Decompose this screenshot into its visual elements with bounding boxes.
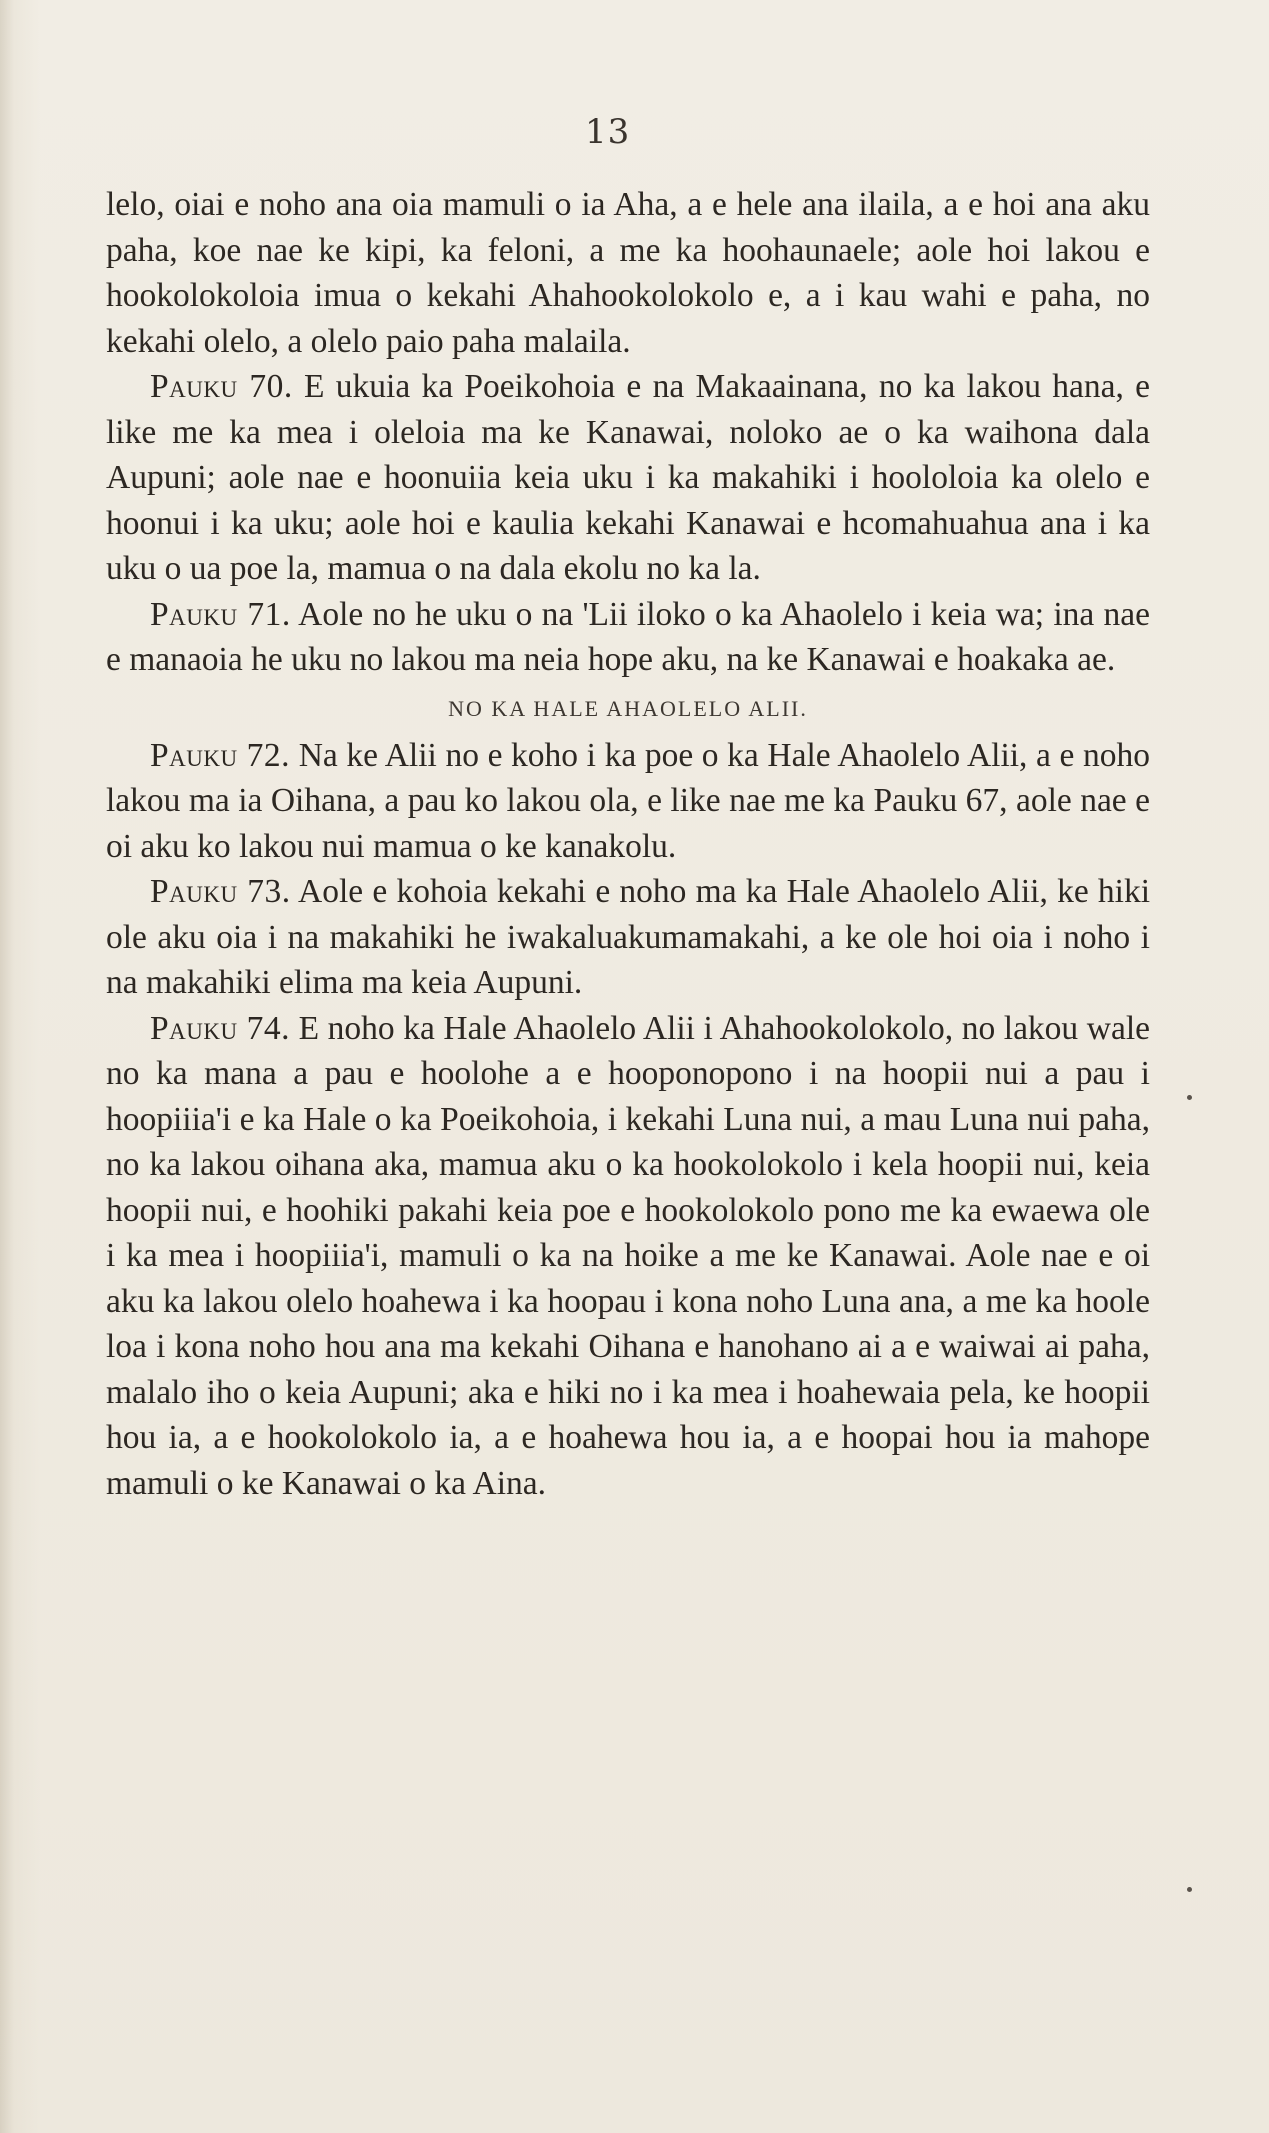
paragraph-pauku-70 — [106, 364, 1150, 592]
paragraph-text: E noho ka Hale Ahaolelo Alii i Ahahookolokolo, no lakou wale no ka mana a pau e hoolohe a e hooponopono i na hoopii nui a pau i hoopiiia'i e ka Hale o ka Poeikohoia, i kekahi Luna nui, a mau Luna nui paha, no ka lakou oihana aka, mamua aku o ka hookolokolo i kela hoopii nui, keia hoopii nui, e hoohiki pakahi keia poe e hookolokolo pono me ka ewaewa ole i ka mea i hoopiiia'i, mamuli o ka na hoike a me ke Kanawai. Aole nae e oi aku ka lakou olelo hoahewa i ka hoopau i kona noho Luna ana, a me ka hoole loa i kona noho hou ana ma kekahi Oihana e hanohano ai a e waiwai ai paha, malalo iho o keia Aupuni; aka e hiki no i ka mea i hoahewaia pela, ke hoopii hou ia, a e hookolokolo ia, a e hoahewa hou ia, a e hoopai hou ia mahope mamuli o ke Kanawai o ka Aina. — [106, 1009, 1150, 1502]
paragraph-pauku-74 — [106, 1006, 1150, 1507]
section-label: Pauku 74. — [150, 1009, 291, 1047]
paragraph-text: Aole e kohoia kekahi e noho ma ka Hale Ahaolelo Alii, ke hiki ole aku oia i na makahiki he iwakaluakumamakahi, a ke ole hoi oia i noho i na makahiki elima ma keia Aupuni. — [106, 873, 1151, 1001]
page-number: 13 — [585, 112, 631, 152]
print-speck — [1187, 1887, 1192, 1892]
paragraph-pauku-71 — [106, 592, 1150, 683]
paragraph-text: Aole no he uku o na 'Lii iloko o ka Ahaolelo i keia wa; ina nae e manaoia he uku no lakou ma neia hope aku, na ke Kanawai e hoakaka ae. — [106, 595, 1150, 678]
paragraph-continuation — [106, 182, 1150, 364]
paragraph-text: Na ke Alii no e koho i ka poe o ka Hale Ahaolelo Alii, a e noho lakou ma ia Oihana, a pau ko lakou ola, e like nae me ka Pauku 67, aole nae e oi aku ko lakou nui mamua o ke kanakolu. — [106, 736, 1151, 865]
print-speck — [1187, 1095, 1192, 1100]
paragraph-text: E ukuia ka Poeikohoia e na Makaainana, no ka lakou hana, e like me ka mea i oleloia ma ke Kanawai, noloko ae o ka waihona dala Aupuni; aole nae e hoonuiia keia uku i ka makahiki i hoololoia ka olelo e hoonui i ka uku; aole hoi e kaulia kekahi Kanawai e hcomahuahua ana i ka uku o ua poe la, mamua o na dala ekolu no ka la. — [106, 368, 1150, 587]
page-body — [106, 182, 1150, 1506]
section-label: Pauku 70. — [150, 368, 293, 405]
paragraph-text: lelo, oiai e noho ana oia mamuli o ia Aha, a e hele ana ilaila, a e hoi ana aku paha, koe nae ke kipi, ka feloni, a me ka hoohaunaele; aole hoi lakou e hookolokoloia imua o kekahi Ahahookolokolo e, a i kau wahi e paha, no kekahi olelo, a olelo paio paha malaila. — [106, 186, 1150, 360]
paragraph-pauku-72 — [106, 733, 1150, 870]
section-heading: NO KA HALE AHAOLELO ALII. — [448, 695, 808, 721]
section-label: Pauku 72. — [150, 736, 291, 774]
section-label: Pauku 71. — [150, 595, 291, 633]
section-label: Pauku 73. — [150, 873, 291, 910]
paragraph-pauku-73 — [106, 869, 1150, 1006]
